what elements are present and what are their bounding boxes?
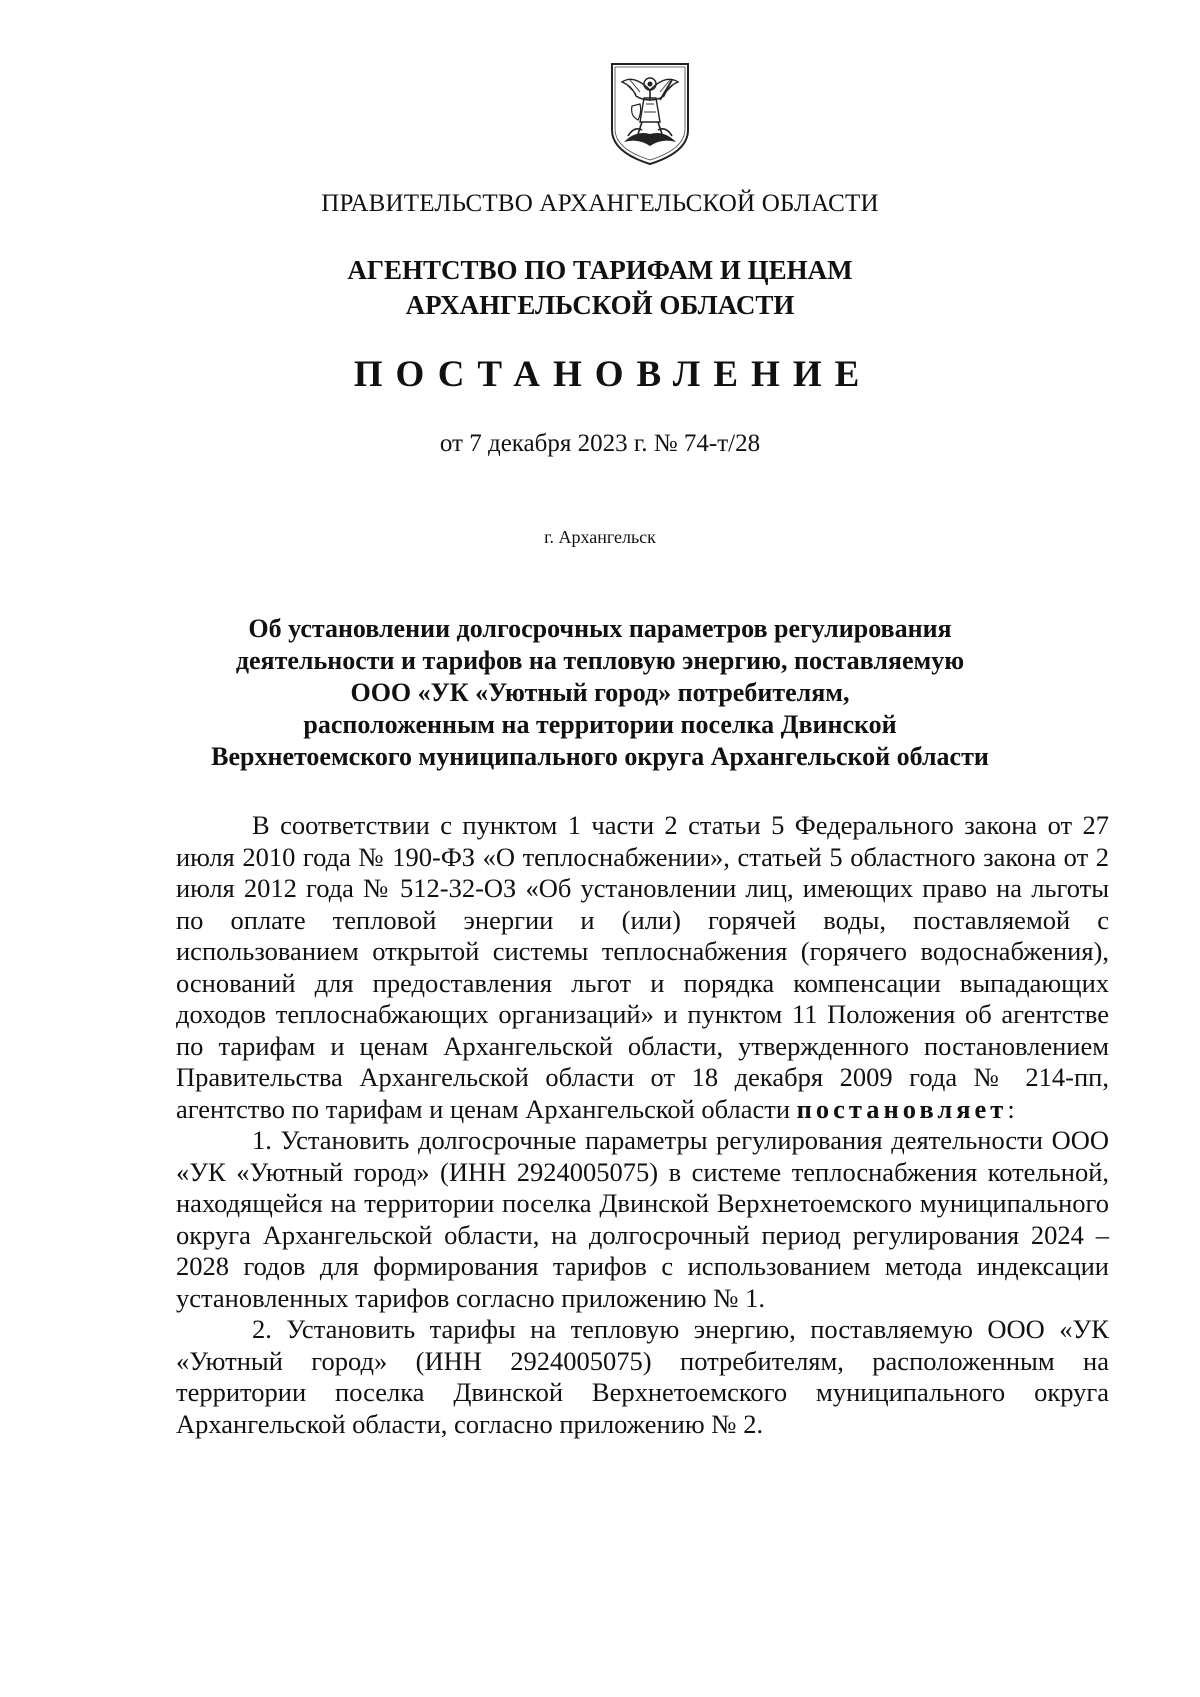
document-body: [176, 810, 1109, 1440]
agency-name-line: АРХАНГЕЛЬСКОЙ ОБЛАСТИ: [405, 290, 795, 320]
title-line: деятельности и тарифов на тепловую энергию, поставляемую: [235, 646, 965, 675]
decrees-word: постановляет: [796, 1093, 1008, 1124]
government-name: ПРАВИТЕЛЬСТВО АРХАНГЕЛЬСКОЙ ОБЛАСТИ: [321, 190, 879, 217]
title-line: расположенным на территории поселка Двинской: [303, 710, 897, 739]
title-line: Об установлении долгосрочных параметров регулирования: [248, 614, 952, 643]
preamble-paragraph: [176, 810, 1109, 1125]
agency-name: [0, 253, 1200, 323]
document-title: [0, 613, 1200, 773]
title-line: Верхнетоемского муниципального округа Архангельской области: [211, 742, 989, 771]
title-line: ООО «УК «Уютный город» потребителям,: [350, 678, 850, 707]
agency-name-line: АГЕНТСТВО ПО ТАРИФАМ И ЦЕНАМ: [347, 255, 853, 285]
clause-paragraph-1: 1. Установить долгосрочные параметры регулирования деятельности ООО «УК «Уютный город» (ИНН 2924005075) в системе теплоснабжения котельной, находящейся на территории поселка Двинской Верхнетоемского муниципального округа Архангельской области, на долгосрочный период регулирования 2024 – 2028 годов для формирования тарифов с использованием метода индексации установленных тарифов согласно приложению № 1.: [176, 1125, 1109, 1313]
clause-paragraph-2: 2. Установить тарифы на тепловую энергию, поставляемую ООО «УК «Уютный город» (ИНН 2924005075) потребителям, расположенным на территории поселка Двинской Верхнетоемского муниципального округа Архангельской области, согласно приложению № 2.: [176, 1314, 1109, 1439]
coat-of-arms-icon: [606, 60, 694, 168]
decrees-colon: :: [1007, 1093, 1015, 1124]
document-date-number: от 7 декабря 2023 г. № 74-т/28: [439, 430, 761, 457]
document-type: ПОСТАНОВЛЕНИЕ: [353, 354, 873, 395]
document-city: г. Архангельск: [544, 527, 656, 547]
preamble-text: В соответствии с пунктом 1 части 2 статьи 5 Федерального закона от 27 июля 2010 года № 190-ФЗ «О теплоснабжении», статьей 5 областного закона от 2 июля 2012 года № 512-32-ОЗ «Об установлении лиц, имеющих право на льготы по оплате тепловой энергии и (или) горячей воды, поставляемой с использованием открытой системы теплоснабжения (горячего водоснабжения), оснований для предоставления льгот и порядка компенсации выпадающих доходов теплоснабжающих организаций» и пунктом 11 Положения об агентстве по тарифам и ценам Архангельской области, утвержденного постановлением Правительства Архангельской области от 18 декабря 2009 года № 214-пп, агентство по тарифам и ценам Архангельской области: [176, 810, 1109, 1124]
